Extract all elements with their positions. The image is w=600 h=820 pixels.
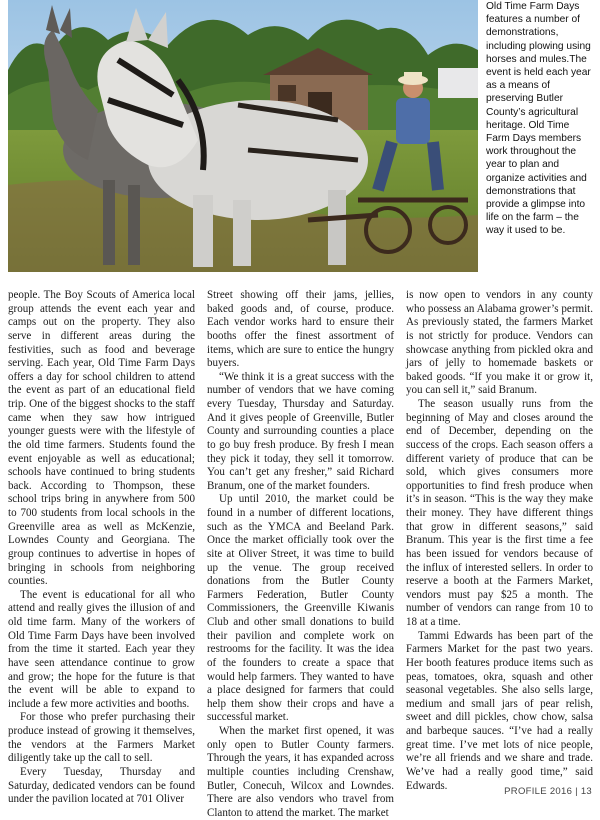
paragraph: The event is educational for all who attend and really gives the illusion of and old time farm. Many of the workers of Old Time Farm Days have been involved from the time it started. Each year they have seen attendance continue to grow and grow; the hope for the future is that the event will be able to expand to include a few more activities and booths.	[8, 588, 195, 710]
paragraph: Street showing off their jams, jellies, baked goods and, of course, produce. Each vendor works hard to ensure their booths offer the finest assortment of items, which are sure to entice the hungry buyers.	[207, 289, 394, 370]
paragraph: Tammi Edwards has been part of the Farmers Market for the past two years. Her booth features produce items such as peas, tomatoes, okra, squash and other seasonal vegetables. She also sells large, medium and small jars of pear relish, sweet and dill pickles, chow chow, salsa and barbeque sauces. “I’ve had a really great time. I’ve met lots of nice people, we’re all friends and we share and trade. We’ve had a really good time,” said Edwards.	[406, 629, 593, 792]
farm-photo	[8, 0, 478, 272]
page-footer: PROFILE 2016 | 13	[504, 786, 592, 797]
paragraph: Up until 2010, the market could be found in a number of different locations, such as the YMCA and Beeland Park. Once the market officially took over the site at Oliver Street, it was time to build up the venue. The group received donations from the Butler County Farmers Federation, Butler County Commissioners, the Greenville Kiwanis Club and other small donations to build their pavilion and complete work on restrooms for the facility. It was the idea of the founders to create a space that would help farmers. They wanted to have a place designed for farmers that could help them show their crops and have a successful market.	[207, 493, 394, 724]
paragraph: When the market first opened, it was only open to Butler County farmers. Through the years, it has expanded across multiple counties including Crenshaw, Butler, Conecuh, Wilcox and Lowndes. There are also vendors who travel from Clanton to attend the market. The market	[207, 725, 394, 819]
caption-text: Old Time Farm Days features a number of demonstrations, including plowing using horses and mules.The event is held each year as a means of preserving Butler County’s agricultural heritage. Old Time Farm Days members work throughout the year to plan and organize activities and demonstrations that provide a glimpse into life on the farm – the way it used to be.	[486, 1, 591, 237]
paragraph: The season usually runs from the beginning of May and closes around the end of December, depending on the success of the crops. Each season offers a different variety of produce that can be sold, which gives consumers more opportunities to find fresh produce when it’s in season. “This is the way they make their money. They have different things that grow in different seasons,” said Branum. This year is the first time a fee has been issued for vendors because of the influx of interested sellers. In order to reserve a booth at the Farmers Market, vendors must pay $25 a month. The number of vendors can range from 10 to 18 at a time.	[406, 398, 593, 628]
photo-caption	[486, 0, 592, 238]
paragraph: “We think it is a great success with the number of vendors that we have coming every Tuesday, Thursday and Saturday. And it gives people of Greenville, Butler County and surrounding counties a place to go buy fresh produce. By fresh I mean they pick it today, they sell it tomorrow. You can’t get any fresher,” said Richard Branum, one of the market founders.	[207, 370, 394, 492]
column-2	[207, 289, 394, 819]
column-1	[8, 289, 195, 806]
paragraph: Every Tuesday, Thursday and Saturday, dedicated vendors can be found under the pavilion located at 701 Oliver	[8, 765, 195, 806]
paragraph: For those who prefer purchasing their produce instead of growing it themselves, the vendors at the Farmers Market diligently take up the call to sell.	[8, 711, 195, 765]
paragraph: is now open to vendors in any county who possess an Alabama grower’s permit. As previously stated, the farmers Market is not strictly for produce. Vendors can showcase anything from pickled okra and jars of jelly to homemade baskets or baked goods. “If you make it or grow it, you can sell it,” said Branum.	[406, 289, 593, 397]
paragraph: people. The Boy Scouts of America local group attends the event each year and camps out on the property. They also serve in different areas during the festivities, such as food and beverage serving. Each year, Old Time Farm Days offers a day for school children to attend the event as part of an educational field trip. One of the biggest shocks to the staff came when they saw how intrigued younger guests were with the lifestyle of the old time farmers. Students found the event enjoyable as well as educational; schools have continued to bring students back. According to Thompson, these school trips bring in anywhere from 500 to 700 students from local schools in the Greenville area as well as McKenzie, Lowndes County and Georgiana. The group continues to advertise in hopes of bringing in schools from neighboring counties.	[8, 289, 195, 588]
